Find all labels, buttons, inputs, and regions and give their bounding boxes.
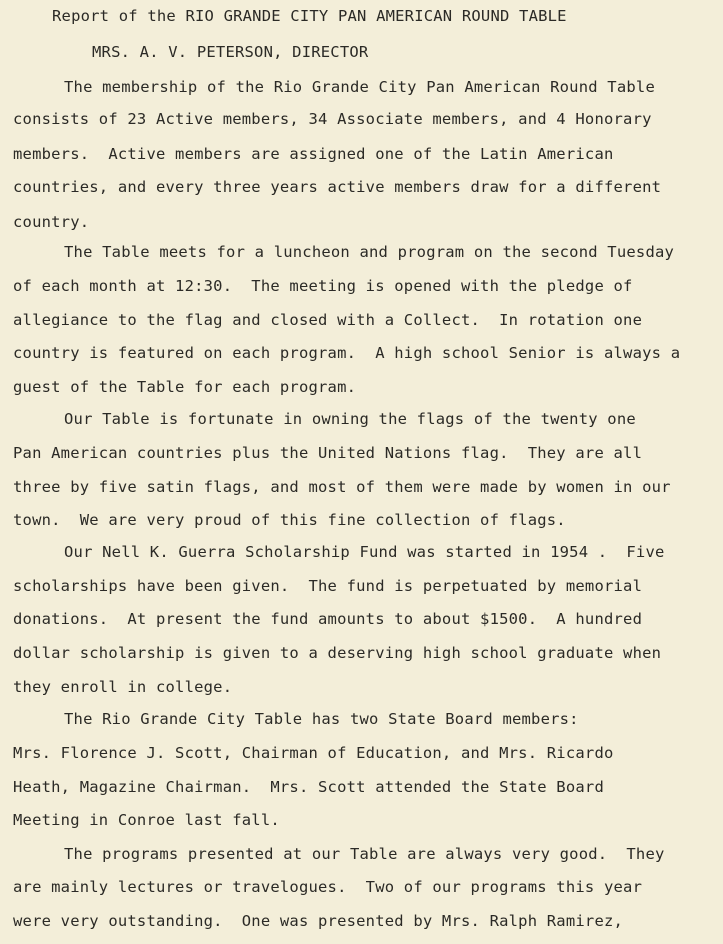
text-line: The Table meets for a luncheon and program on the second Tuesday [64,243,675,261]
text-line: Pan American countries plus the United Nations flag. They are all [13,444,643,462]
text-line: town. We are very proud of this fine collection of flags. [13,511,566,529]
text-line: of each month at 12:30. The meeting is opened with the pledge of [13,277,633,295]
text-line: donations. At present the fund amounts to about $1500. A hundred [13,610,643,628]
text-line: country. [13,213,90,231]
text-line: The membership of the Rio Grande City Pan American Round Table [64,78,655,96]
director-line: MRS. A. V. PETERSON, DIRECTOR [92,43,369,61]
text-line: The Rio Grande City Table has two State Board members: [64,710,579,728]
text-line: dollar scholarship is given to a deserving high school graduate when [13,644,662,662]
text-line: consists of 23 Active members, 34 Associate members, and 4 Honorary [13,110,652,128]
text-line: countries, and every three years active members draw for a different [13,178,662,196]
text-line: Our Nell K. Guerra Scholarship Fund was started in 1954 . Five [64,543,665,561]
text-line: members. Active members are assigned one of the Latin American [13,145,614,163]
text-line: are mainly lectures or travelogues. Two of our programs this year [13,878,643,896]
report-title: Report of the RIO GRANDE CITY PAN AMERICAN ROUND TABLE [52,7,567,25]
text-line: allegiance to the flag and closed with a Collect. In rotation one [13,311,643,329]
text-line: three by five satin flags, and most of them were made by women in our [13,478,671,496]
text-line: Our Table is fortunate in owning the flags of the twenty one [64,410,636,428]
text-line: Heath, Magazine Chairman. Mrs. Scott attended the State Board [13,778,604,796]
text-line: were very outstanding. One was presented by Mrs. Ralph Ramirez, [13,912,624,930]
text-line: country is featured on each program. A high school Senior is always a [13,344,681,362]
text-line: Mrs. Florence J. Scott, Chairman of Education, and Mrs. Ricardo [13,744,614,762]
text-line: scholarships have been given. The fund is perpetuated by memorial [13,577,643,595]
text-line: Meeting in Conroe last fall. [13,811,280,829]
text-line: The programs presented at our Table are always very good. They [64,845,665,863]
text-line: guest of the Table for each program. [13,378,357,396]
text-line: they enroll in college. [13,678,233,696]
